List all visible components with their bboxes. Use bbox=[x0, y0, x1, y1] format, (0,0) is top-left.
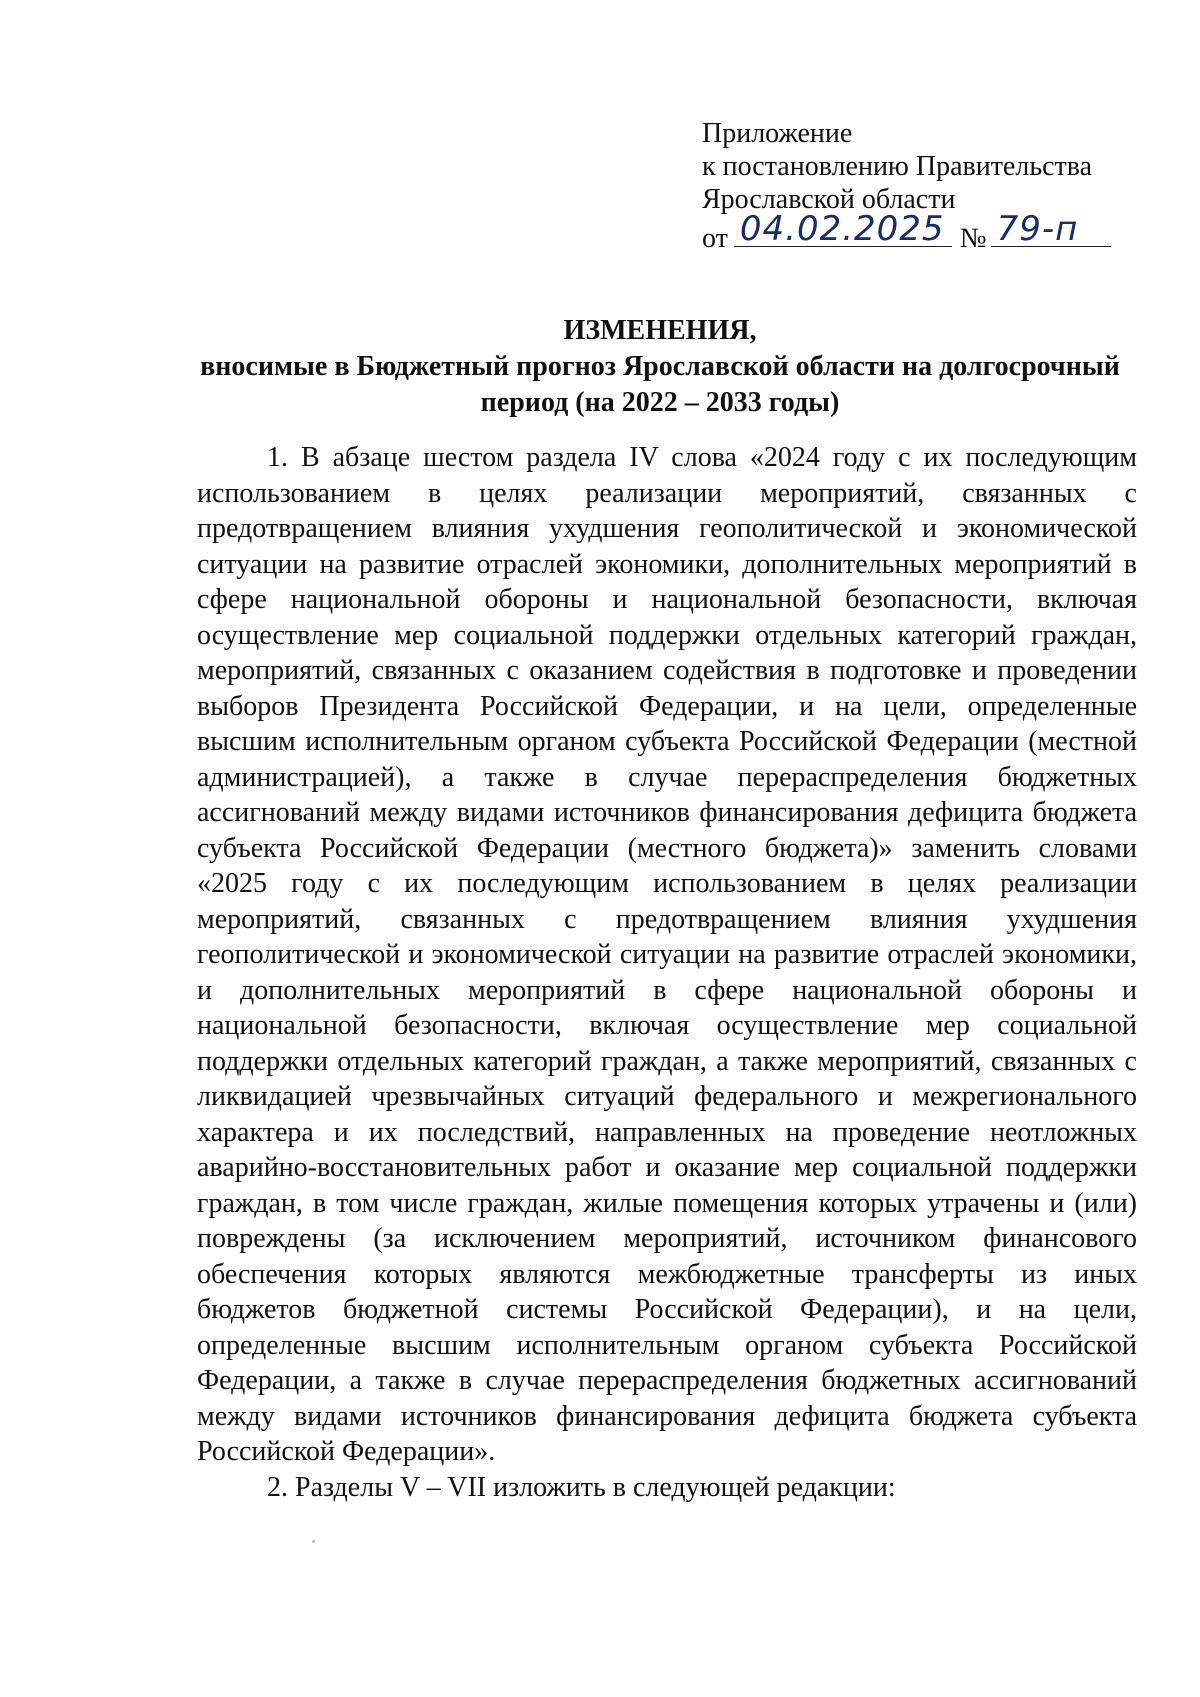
number-field bbox=[991, 209, 1111, 249]
number-sign: № bbox=[959, 223, 987, 254]
date-prefix: от bbox=[702, 223, 728, 254]
document-title bbox=[180, 313, 1140, 421]
paragraph-2: 2. Разделы V – VII изложить в следующей редакции: bbox=[267, 1471, 896, 1503]
appendix-date-number-line bbox=[702, 209, 1111, 255]
handwritten-number: 79-п bbox=[996, 209, 1079, 249]
paragraph-1: 1. В абзаце шестом раздела IV слова «2024 году с их последующим использованием в целях реализации мероприятий, связанных с предотвращением влияния ухудшения геополитической и экономической ситуации на развитие отраслей экономики, дополнительных мероприятий в сфере национальной обороны и национальной безопасности, включая осуществление мер социальной поддержки отдельных категорий граждан, мероприятий, связанных с оказанием содействия в подготовке и проведении выборов Президента Российской Федерации, и на цели, определенные высшим исполнительным органом субъекта Российской Федерации (местной администрацией), а также в случае перераспределения бюджетных ассигнований между видами источников финансирования дефицита бюджета субъекта Российской Федерации (местного бюджета)» заменить словами «2025 году с их последующим использованием в целях реализации мероприятий, связанных с предотвращением влияния ухудшения геополитической и экономической ситуации на развитие отраслей экономики, и дополнительных мероприятий в сфере национальной обороны и национальной безопасности, включая осуществление мер социальной поддержки отдельных категорий граждан, а также мероприятий, связанных с ликвидацией чрезвычайных ситуаций федерального и межрегионального характера и их последствий, направленных на проведение неотложных аварийно-восстановительных работ и оказание мер социальной поддержки граждан, в том числе граждан, жилые помещения которых утрачены и (или) повреждены (за исключением мероприятий, источником финансового обеспечения которых являются межбюджетные трансферты из иных бюджетов бюджетной системы Российской Федерации), и на цели, определенные высшим исполнительным органом субъекта Российской Федерации, а также в случае перераспределения бюджетных ассигнований между видами источников финансирования дефицита бюджета субъекта Российской Федерации». bbox=[197, 442, 1137, 1467]
appendix-resolution-line: к постановлению Правительства bbox=[702, 151, 1093, 182]
date-field bbox=[734, 209, 952, 249]
appendix-label: Приложение bbox=[702, 118, 853, 149]
document-body bbox=[197, 440, 1137, 1505]
handwritten-date: 04.02.2025 bbox=[739, 209, 945, 249]
scan-artifact bbox=[312, 1540, 315, 1543]
appendix-block bbox=[702, 117, 1111, 255]
title-heading: ИЗМЕНЕНИЯ, bbox=[563, 315, 757, 346]
title-subheading: вносимые в Бюджетный прогноз Ярославской области на долгосрочный период (на 2022 – 2033 годы) bbox=[200, 351, 1120, 418]
appendix-region-line: Ярославской области bbox=[702, 184, 956, 215]
